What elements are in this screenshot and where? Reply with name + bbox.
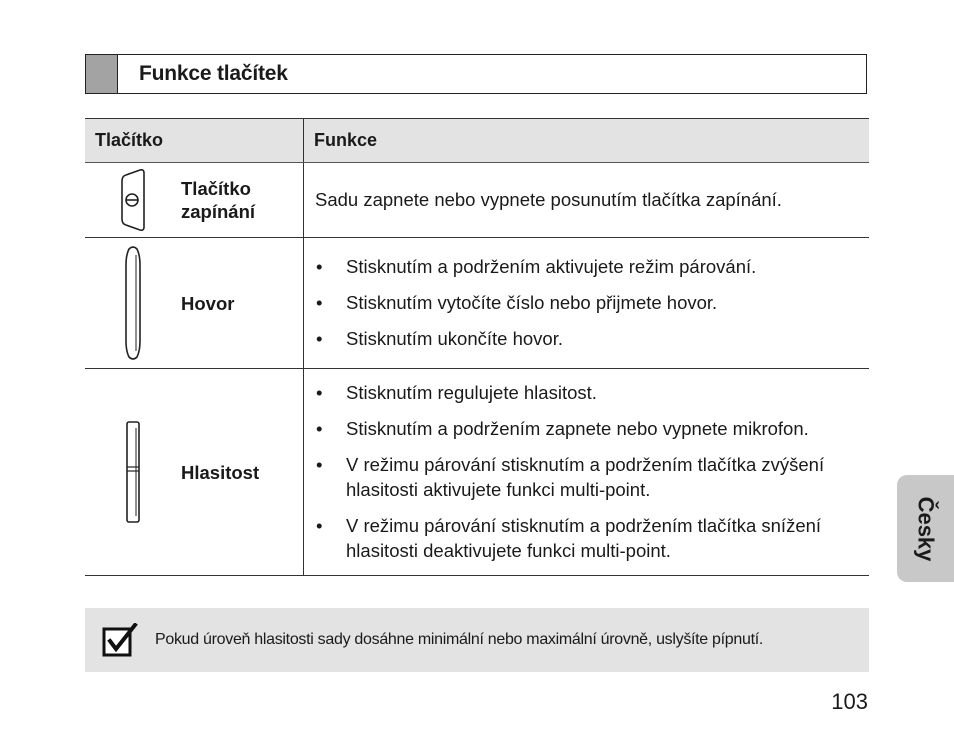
list-item: • Stisknutím a podržením aktivujete režim párování. (316, 256, 757, 277)
list-item: • V režimu párování stisknutím a podržením tlačítka zvýšení hlasitosti aktivujete funkci multi-point. (316, 454, 825, 500)
function-cell (304, 369, 870, 576)
table-row (85, 238, 869, 369)
button-cell (85, 163, 304, 238)
checkmark-box-icon (85, 623, 155, 657)
note-text: Pokud úroveň hlasitosti sady dosáhne minimální nebo maximální úrovně, uslyšíte pípnutí. (155, 631, 764, 648)
language-label: Česky (913, 496, 939, 561)
power-switch-icon (85, 169, 181, 231)
section-title: Funkce tlačítek (139, 62, 288, 85)
note-box (85, 608, 869, 672)
function-cell (304, 238, 870, 369)
section-header-tab (86, 55, 118, 93)
function-cell (304, 163, 870, 238)
header-function: Funkce (304, 119, 870, 163)
button-cell (85, 369, 304, 576)
button-name: Hovor (181, 292, 235, 314)
button-function-table (85, 118, 869, 576)
section-header (85, 54, 867, 94)
button-cell (85, 238, 304, 369)
list-item: • V režimu párování stisknutím a podržením tlačítka snížení hlasitosti deaktivujete funkci multi-point. (316, 515, 822, 561)
list-item: • Stisknutím vytočíte číslo nebo přijmete hovor. (316, 292, 718, 313)
list-item: • Stisknutím ukončíte hovor. (316, 328, 563, 349)
header-button: Tlačítko (85, 119, 304, 163)
function-list (304, 369, 869, 575)
table-row (85, 163, 869, 238)
function-list (304, 243, 869, 363)
function-text: Sadu zapnete nebo vypnete posunutím tlačítka zapínání. (315, 189, 782, 210)
language-tab (897, 475, 954, 582)
table-row (85, 369, 869, 576)
button-name: Hlasitost (181, 461, 260, 483)
table-header-row (85, 119, 869, 163)
button-name: Tlačítko zapínání (181, 178, 256, 222)
call-button-icon (85, 245, 181, 361)
volume-button-icon (85, 420, 181, 524)
list-item: • Stisknutím a podržením zapnete nebo vypnete mikrofon. (316, 418, 809, 439)
page-number: 103 (831, 689, 868, 714)
list-item: • Stisknutím regulujete hlasitost. (316, 382, 597, 403)
